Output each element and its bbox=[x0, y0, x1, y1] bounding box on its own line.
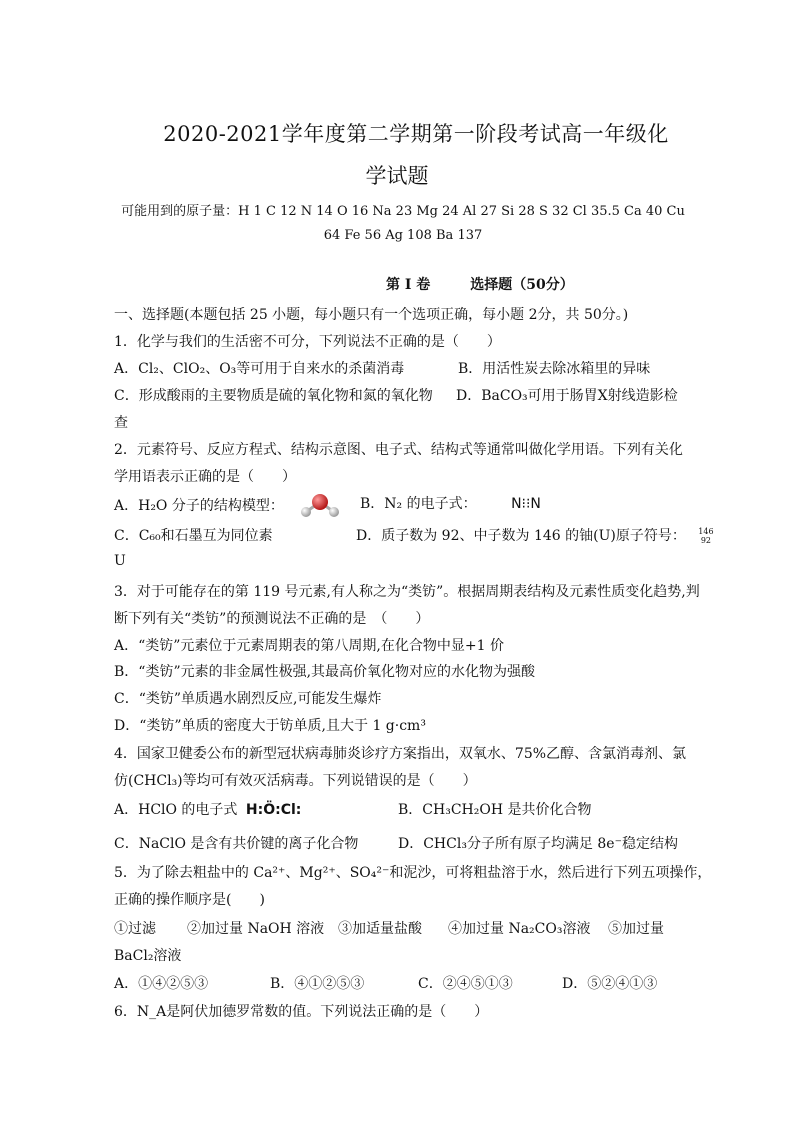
q5-option-a: A．①④②⑤③ bbox=[114, 976, 209, 992]
q4-option-a bbox=[114, 799, 301, 819]
q2-stem-line2: 学用语表示正确的是（ ） bbox=[114, 469, 296, 485]
q5-op-5-cont: BaCl₂溶液 bbox=[114, 948, 182, 964]
q2-option-b bbox=[360, 493, 541, 513]
hclo-electron-formula: H:Ö:Cl: bbox=[245, 802, 302, 818]
q2-option-d-text: D．质子数为 92、中子数为 146 的铀(U)原子符号： bbox=[356, 528, 686, 544]
exam-title-line1: 2020-2021学年度第二学期第一阶段考试高一年级化 bbox=[163, 122, 669, 146]
section-label: 第 I 卷 bbox=[386, 277, 431, 293]
water-molecule-model-icon bbox=[298, 493, 342, 519]
q4-stem-line1: 4．国家卫健委公布的新型冠状病毒肺炎诊疗方案指出，双氧水、75%乙醇、含氯消毒剂、氯 bbox=[114, 746, 687, 762]
n2-electron-formula: N⁝⁝N bbox=[511, 496, 541, 512]
q2-option-a-text: A．H₂O 分子的结构模型： bbox=[114, 498, 284, 514]
q2-option-d bbox=[356, 525, 714, 545]
q1-option-d: D．BaCO₃可用于肠胃X射线造影检 bbox=[456, 388, 678, 404]
q6-stem: 6．N_A是阿伏加德罗常数的值。下列说法正确的是（ ） bbox=[114, 1004, 489, 1020]
q4-option-a-text: A．HClO 的电子式 bbox=[114, 802, 238, 818]
q3-option-d: D．“类钫”单质的密度大于钫单质,且大于 1 g·cm³ bbox=[114, 718, 426, 734]
q5-op-1: ①过滤 bbox=[114, 921, 156, 937]
mass-number: 146 bbox=[698, 527, 714, 536]
q2-option-b-text: B．N₂ 的电子式： bbox=[360, 496, 477, 512]
q4-stem-line2: 仿(CHCl₃)等均可有效灭活病毒。下列说错误的是（ ） bbox=[114, 773, 477, 789]
q5-stem-line1: 5．为了除去粗盐中的 Ca²⁺、Mg²⁺、SO₄²⁻和泥沙，可将粗盐溶于水，然后进行下列五项操作， bbox=[114, 865, 712, 881]
q1-option-a: A．Cl₂、ClO₂、O₃等可用于自来水的杀菌消毒 bbox=[114, 361, 405, 377]
section-heading bbox=[386, 274, 614, 294]
q1-option-b: B．用活性炭去除冰箱里的异味 bbox=[458, 361, 651, 377]
atomic-masses: 可能用到的原子量：H 1 C 12 N 14 O 16 Na 23 Mg 24 Al 27 Si 28 S 32 Cl 35.5 Ca 40 Cu 64 Fe 56 Ag 108 Ba 137 bbox=[121, 204, 685, 243]
q1-option-c: C．形成酸雨的主要物质是硫的氧化物和氮的氧化物 bbox=[114, 388, 433, 404]
q5-op-5: ⑤加过量 bbox=[608, 921, 664, 937]
q1-stem: 1．化学与我们的生活密不可分，下列说法不正确的是（ ） bbox=[114, 334, 501, 350]
q5-option-c: C．②④⑤①③ bbox=[418, 976, 513, 992]
q3-stem-line1: 3．对于可能存在的第 119 号元素,有人称之为“类钫”。根据周期表结构及元素性质变化趋势,判 bbox=[114, 584, 700, 600]
section-title: 选择题（50分） bbox=[470, 277, 574, 293]
q5-op-2: ②加过量 NaOH 溶液 bbox=[187, 921, 325, 937]
q3-option-c: C．“类钫”单质遇水剧烈反应,可能发生爆炸 bbox=[114, 691, 382, 707]
q2-option-d-cont: U bbox=[114, 553, 126, 569]
q3-option-b: B．“类钫”元素的非金属性极强,其最高价氧化物对应的水化物为强酸 bbox=[114, 664, 536, 680]
q2-stem-line1: 2．元素符号、反应方程式、结构示意图、电子式、结构式等通常叫做化学用语。下列有关化 bbox=[114, 442, 683, 458]
q4-option-d: D．CHCl₃分子所有原子均满足 8e⁻稳定结构 bbox=[398, 836, 678, 852]
q4-option-b: B．CH₃CH₂OH 是共价化合物 bbox=[398, 802, 592, 818]
q5-option-b: B．④①②⑤③ bbox=[270, 976, 365, 992]
q5-stem-line2: 正确的操作顺序是( ) bbox=[114, 892, 265, 908]
q5-option-d: D．⑤②④①③ bbox=[562, 976, 658, 992]
q1-option-d-cont: 查 bbox=[114, 415, 128, 431]
q5-op-3: ③加适量盐酸 bbox=[338, 921, 422, 937]
q2-option-a bbox=[114, 493, 352, 519]
q2-option-c: C．C₆₀和石墨互为同位素 bbox=[114, 528, 273, 544]
q3-option-a: A．“类钫”元素位于元素周期表的第八周期,在化合物中显+1 价 bbox=[114, 638, 504, 654]
atomic-number: 92 bbox=[700, 536, 712, 545]
part-intro: 一、选择题(本题包括 25 小题，每小题只有一个选项正确，每小题 2分，共 50分。) bbox=[114, 307, 629, 323]
uranium-nuclide-label bbox=[698, 527, 713, 545]
q3-stem-line2: 断下列有关“类钫”的预测说法不正确的是 （ ） bbox=[114, 611, 430, 627]
exam-title-line2: 学试题 bbox=[365, 164, 429, 188]
q4-option-c: C．NaClO 是含有共价键的离子化合物 bbox=[114, 836, 359, 852]
q5-op-4: ④加过量 Na₂CO₃溶液 bbox=[448, 921, 591, 937]
